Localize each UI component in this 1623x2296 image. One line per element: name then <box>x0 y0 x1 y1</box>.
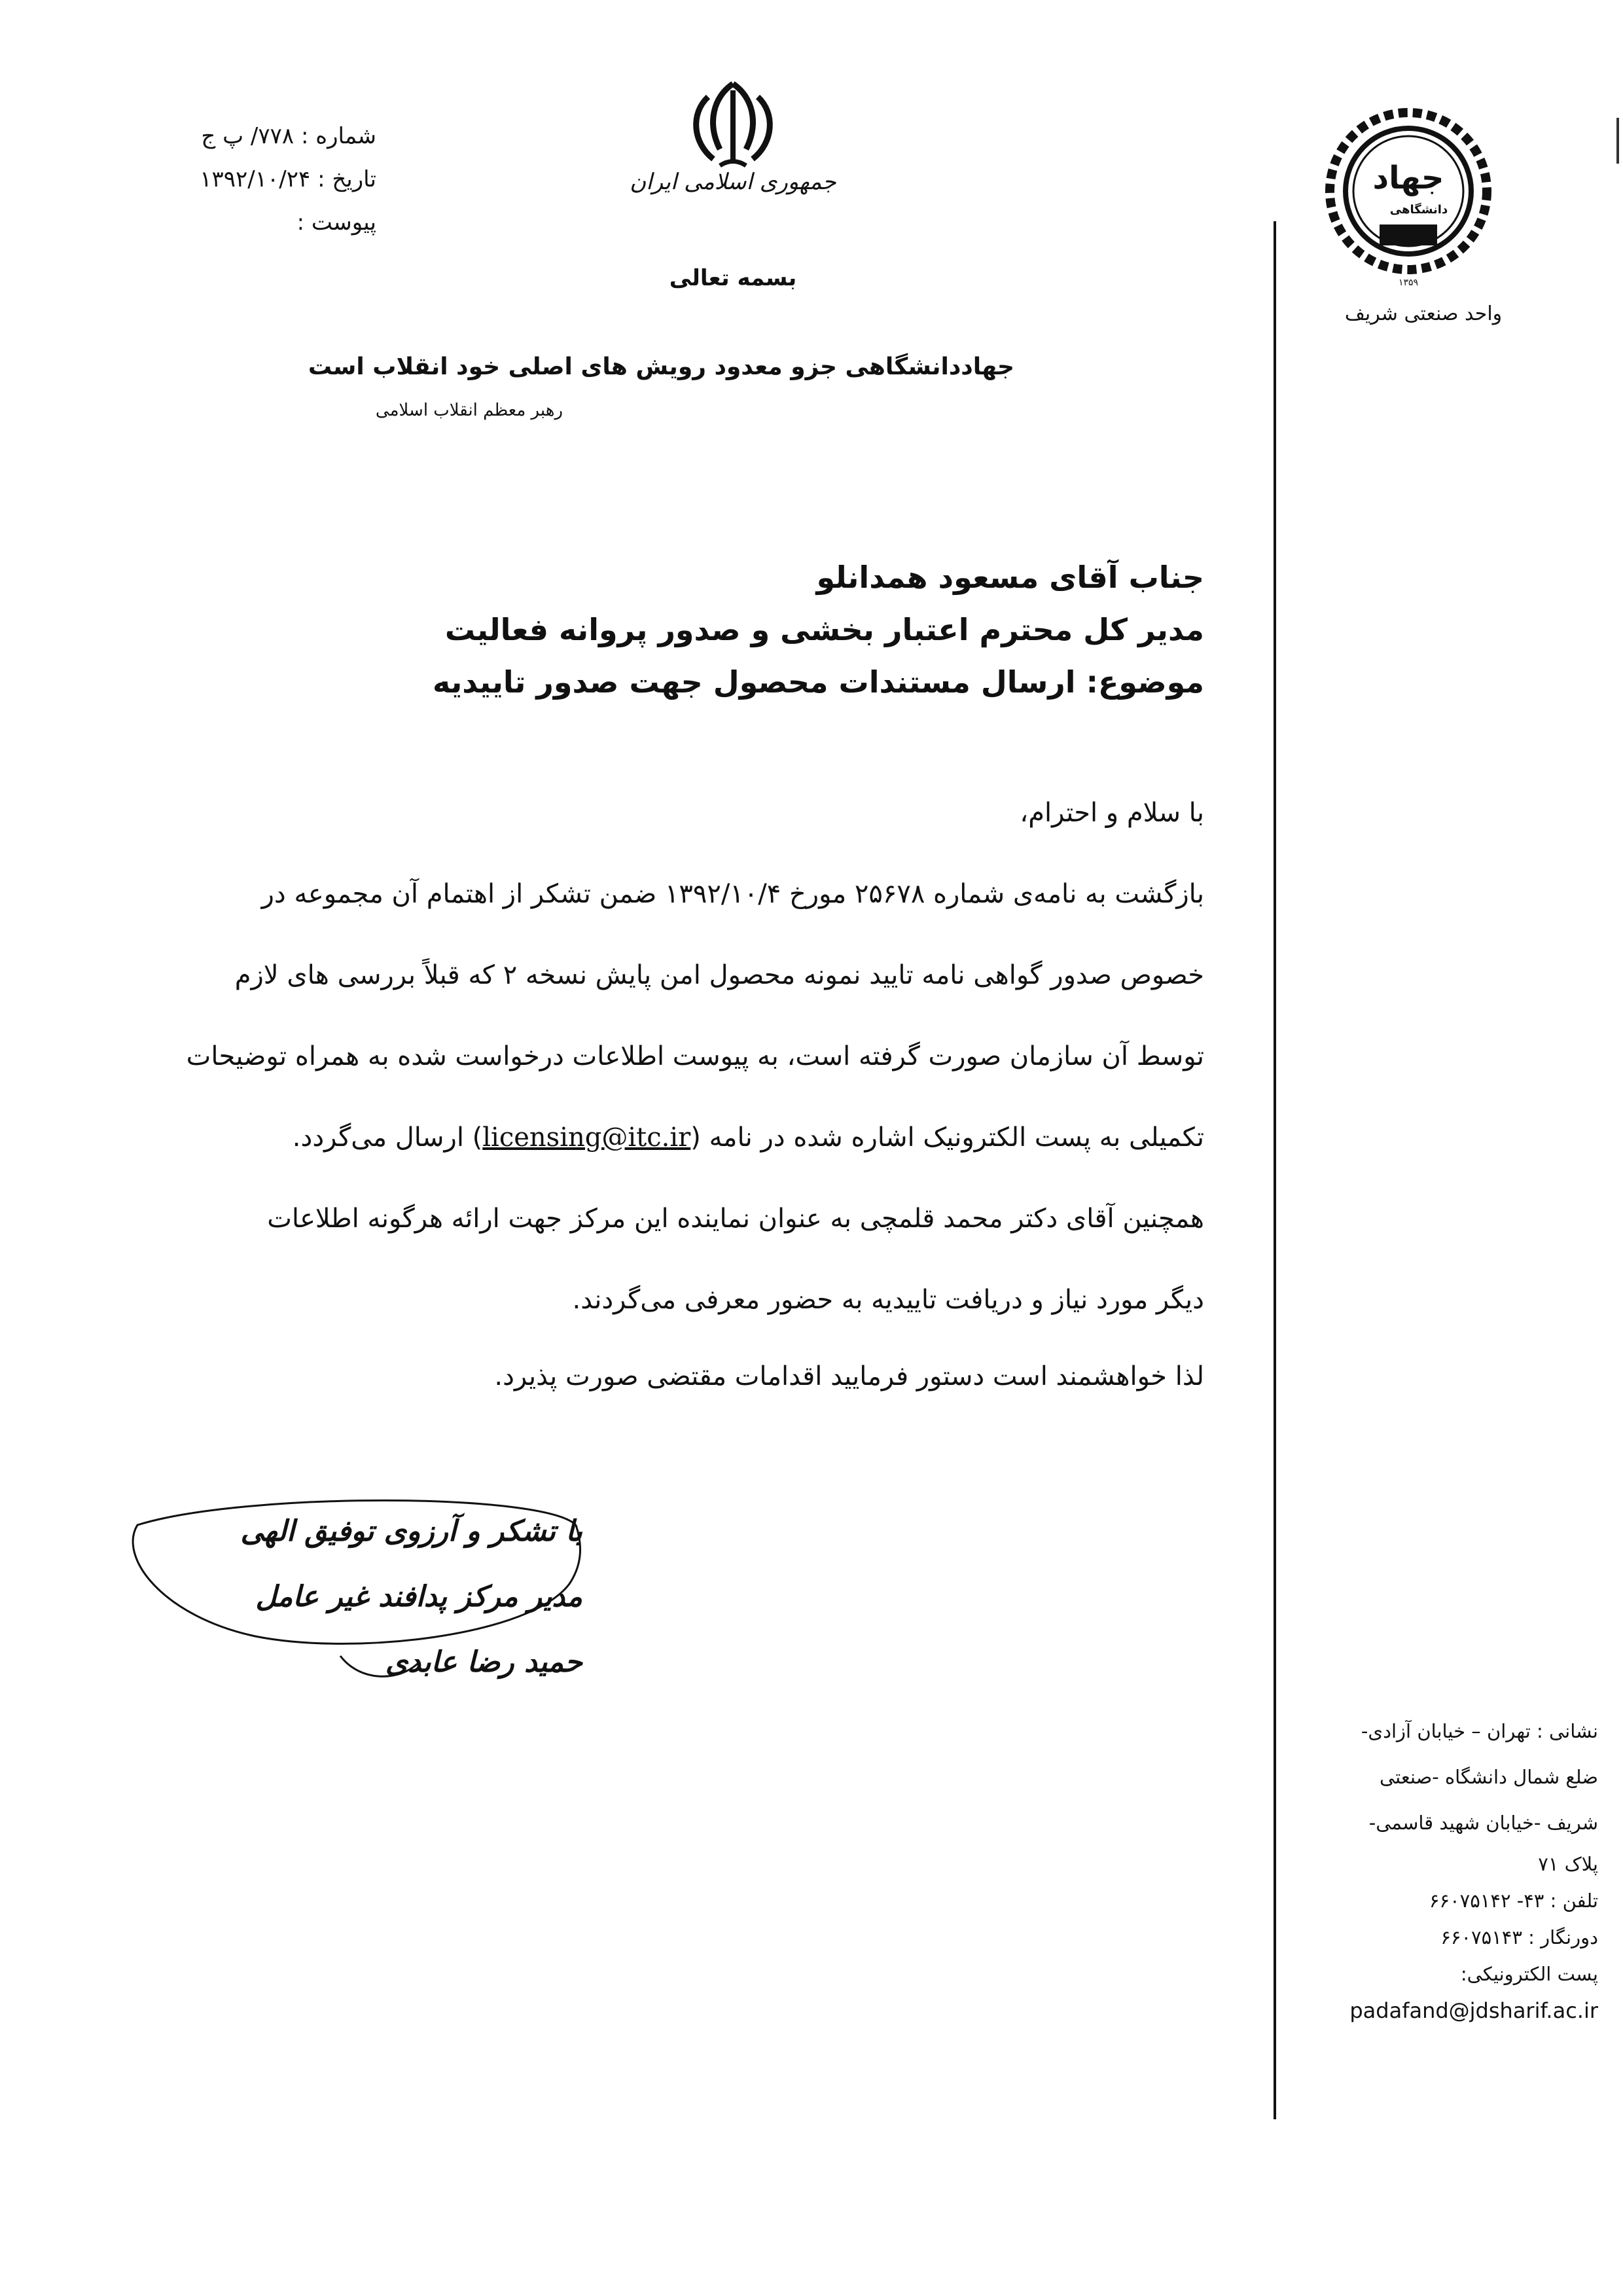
letter-number <box>101 115 376 158</box>
fax-number: دورنگار : ۶۶۰۷۵۱۴۳ <box>1440 1926 1598 1948</box>
address-line-3: شریف -خیابان شهید قاسمی- <box>1368 1812 1598 1834</box>
letter-body <box>131 772 1204 1412</box>
letter-subject: موضوع: ارسال مستندات محصول جهت صدور تاییدیه <box>433 664 1204 700</box>
iran-emblem-icon <box>668 77 798 175</box>
logo-title: جهاد <box>1372 160 1444 196</box>
body-line-3: توسط آن سازمان صورت گرفته است، به پیوست اطلاعات درخواست شده به همراه توضیحات <box>186 1041 1204 1071</box>
phone-number: تلفن : ۴۳- ۶۶۰۷۵۱۴۲ <box>1429 1890 1598 1912</box>
body-line-7: لذا خواهشمند است دستور فرمایید اقدامات مقتضی صورت پذیرد. <box>494 1361 1204 1391</box>
body-line-5: همچنین آقای دکتر محمد قلمچی به عنوان نماینده این مرکز جهت ارائه هرگونه اطلاعات <box>267 1204 1204 1234</box>
greeting: با سلام و احترام، <box>1020 798 1204 828</box>
leader-quote: جهاددانشگاهی جزو معدود رویش های اصلی خود انقلاب است <box>308 353 1014 380</box>
date-label: تاریخ : <box>317 166 376 192</box>
recipient-title: مدیر کل محترم اعتبار بخشی و صدور پروانه فعالیت <box>444 612 1204 647</box>
emblem-caption: جمهوری اسلامی ایران <box>630 169 836 195</box>
closing: با تشکر و آرزوی توفیق الهی <box>240 1515 582 1548</box>
number-label: شماره : <box>301 123 376 149</box>
margin-mark <box>1616 118 1619 164</box>
date-value: ۱۳۹۲/۱۰/۲۴ <box>200 166 311 192</box>
signature-block <box>124 1499 582 1695</box>
letter-meta <box>101 115 376 244</box>
jahad-daneshgahi-logo <box>1321 103 1496 300</box>
body-line-4-start: تکمیلی به پست الکترونیک اشاره شده در نامه ( <box>690 1122 1204 1153</box>
quote-source: رهبر معظم انقلاب اسلامی <box>375 401 563 420</box>
logo-year: ۱۳۵۹ <box>1398 278 1419 288</box>
signer-name: حمید رضا عابدی <box>385 1645 582 1679</box>
logo-subtitle: دانشگاهی <box>1389 203 1448 217</box>
contact-email-link[interactable]: padafand@jdsharif.ac.ir <box>1349 1998 1598 2023</box>
address-line-2: ضلع شمال دانشگاه -صنعتی <box>1380 1766 1598 1788</box>
licensing-email-link[interactable]: licensing@itc.ir <box>482 1122 691 1153</box>
body-line-6: دیگر مورد نیاز و دریافت تاییدیه به حضور معرفی می‌گردند. <box>572 1285 1204 1315</box>
body-line-1: بازگشت به نامه‌ی شماره ۲۵۶۷۸ مورخ ۱۳۹۲/۱۰/۴ ضمن تشکر از اهتمام آن مجموعه در <box>261 879 1204 909</box>
email-label: پست الکترونیکی: <box>1460 1963 1598 1985</box>
address-line-1: نشانی : تهران – خیابان آزادی- <box>1361 1720 1598 1742</box>
recipient-name: جناب آقای مسعود همدانلو <box>816 560 1204 595</box>
basmala: بسمه تعالی <box>669 265 797 291</box>
letter-date <box>101 158 376 201</box>
signer-title: مدیر مرکز پدافند غیر عامل <box>255 1580 582 1613</box>
recipient-block <box>288 551 1204 708</box>
address-block <box>1258 1708 1598 2029</box>
body-line-4 <box>131 1097 1204 1178</box>
attachment-label: پیوست : <box>296 209 376 236</box>
address-line-4: پلاک ۷۱ <box>1538 1853 1598 1875</box>
body-line-2: خصوص صدور گواهی نامه تایید نمونه محصول امن پایش نسخه ۲ که قبلاً بررسی های لازم <box>234 960 1204 990</box>
number-value: ۷۷۸/ پ ج <box>201 123 294 149</box>
unit-name: واحد صنعتی شریف <box>1344 302 1503 325</box>
letter-attachment <box>101 201 376 244</box>
body-line-4-end: ) ارسال می‌گردد. <box>292 1122 483 1153</box>
